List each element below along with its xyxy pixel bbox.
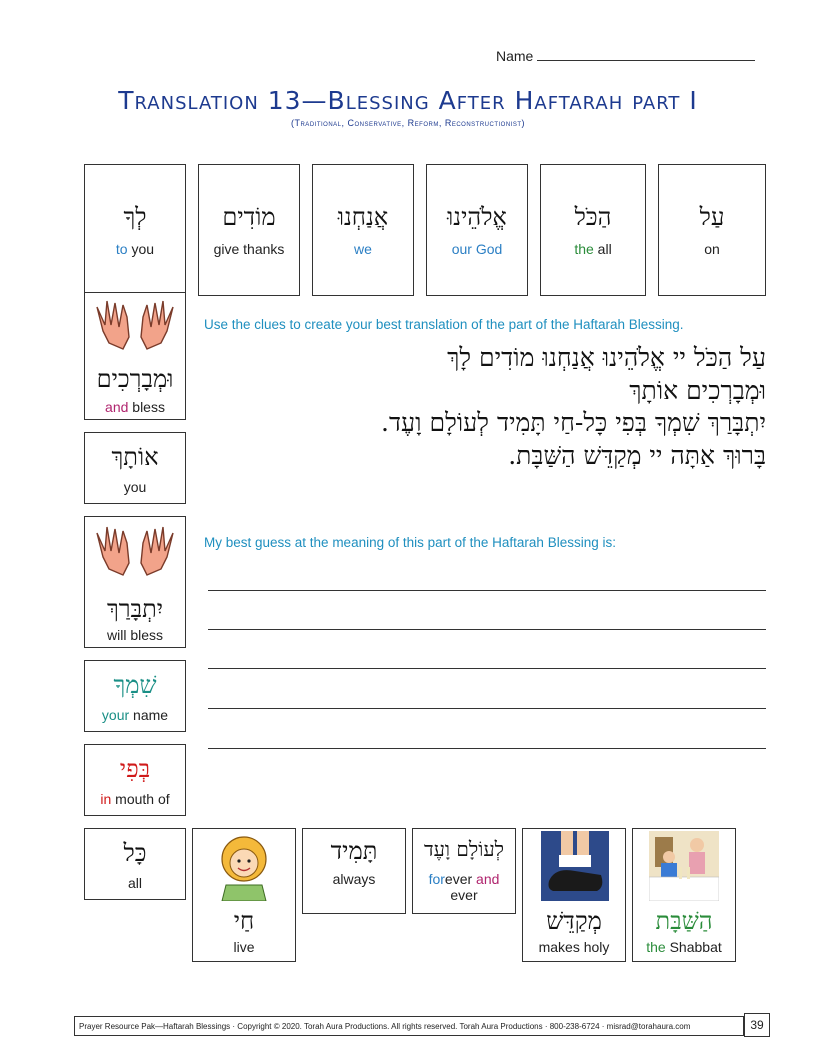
translation: makes holy xyxy=(538,939,610,955)
writing-line[interactable] xyxy=(208,748,766,749)
raised-hands-icon xyxy=(89,523,181,587)
writing-line[interactable] xyxy=(208,629,766,630)
translation: to you xyxy=(115,241,155,257)
hebrew-word: חַי xyxy=(233,907,255,935)
name-label: Name xyxy=(496,48,534,64)
hebrew-word: תָּמִיד xyxy=(330,837,378,865)
word-card-lekha xyxy=(84,164,186,296)
writing-line[interactable] xyxy=(208,708,766,709)
hebrew-line: וּמְבָרְכִים אוֹתָךְ xyxy=(629,375,766,405)
translation: our God xyxy=(451,241,503,257)
shoes-photo-icon xyxy=(541,831,609,901)
hebrew-word: בְּפִי xyxy=(119,755,151,783)
word-card-hashabbat xyxy=(632,828,736,962)
shabbat-table-icon xyxy=(649,831,719,901)
hebrew-line: בָּרוּךְ אַתָּה יי מְקַדֵּשׁ הַשַּׁבָּת. xyxy=(508,440,766,470)
translation: and bless xyxy=(105,399,165,415)
word-card-mekadesh xyxy=(522,828,626,962)
translation: in mouth of xyxy=(100,791,170,807)
word-card-chai xyxy=(192,828,296,962)
translation: forever and ever xyxy=(428,871,500,904)
name-line[interactable] xyxy=(537,48,755,61)
hebrew-word: וּמְבָרְכִים xyxy=(96,365,174,393)
translation: give thanks xyxy=(213,241,285,257)
word-card-eloheinu xyxy=(426,164,528,296)
page-subtitle: (Traditional, Conservative, Reform, Reconstructionist) xyxy=(290,118,525,128)
word-card-leolam-vaed xyxy=(412,828,516,914)
word-card-anachnu xyxy=(312,164,414,296)
word-card-hakol xyxy=(540,164,646,296)
hebrew-line: יִתְבָּרַךְ שִׁמְךָ בְּפִי כָּל-חַי תָּמִיד לְעוֹלָם וָעֶד. xyxy=(381,408,766,437)
hebrew-word: הַכֹּל xyxy=(574,203,612,231)
translation: your name xyxy=(101,707,169,723)
word-card-shimkha xyxy=(84,660,186,732)
word-card-umevarchim xyxy=(84,292,186,420)
translation: live xyxy=(233,939,255,955)
hebrew-word: אֱלֹהֵינוּ xyxy=(447,203,507,231)
guess-label: My best guess at the meaning of this part of the Haftarah Blessing is: xyxy=(204,535,616,550)
translation: on xyxy=(704,241,720,257)
writing-line[interactable] xyxy=(208,668,766,669)
hebrew-word: מְקַדֵּשׁ xyxy=(546,907,602,935)
translation: will bless xyxy=(106,627,163,643)
page-title: Translation 13—Blessing After Haftarah part I xyxy=(118,86,698,115)
translation: the all xyxy=(574,241,612,257)
writing-line[interactable] xyxy=(208,590,766,591)
hebrew-word: עַל xyxy=(699,203,725,231)
raised-hands-icon xyxy=(89,297,181,361)
hebrew-word: לְעוֹלָם וָעֶד xyxy=(423,837,505,861)
page-number: 39 xyxy=(744,1013,770,1037)
copyright-footer: Prayer Resource Pak—Haftarah Blessings · Copyright © 2020. Torah Aura Productions. All rights reserved. Torah Aura Productions · 800-238-6724 · misrad@torahaura.com xyxy=(74,1016,744,1036)
instructions: Use the clues to create your best translation of the part of the Haftarah Blessing. xyxy=(204,317,684,332)
word-card-al xyxy=(658,164,766,296)
hebrew-word: הַשַּׁבָּת xyxy=(655,907,713,935)
hebrew-word: שִׁמְךָ xyxy=(113,671,157,699)
word-card-befi xyxy=(84,744,186,816)
translation: we xyxy=(354,241,372,257)
hebrew-word: יִתְבָּרַךְ xyxy=(106,595,164,623)
name-field[interactable] xyxy=(496,48,755,64)
hebrew-word: כָּל xyxy=(123,839,147,867)
hebrew-word: לְךָ xyxy=(123,203,147,231)
hebrew-word: מוֹדִים xyxy=(222,203,276,231)
translation: you xyxy=(123,479,147,495)
translation: all xyxy=(127,875,142,891)
hebrew-line: עַל הַכֹּל יי אֱלֹהֵינוּ אֲנַחְנוּ מוֹדִים לָךְ xyxy=(447,343,766,372)
word-card-kol xyxy=(84,828,186,900)
hebrew-word: אוֹתָךְ xyxy=(111,443,159,471)
child-girl-icon xyxy=(212,833,276,901)
translation: always xyxy=(332,871,376,887)
word-card-otakh xyxy=(84,432,186,504)
word-card-yitbarakh xyxy=(84,516,186,648)
hebrew-word: אֲנַחְנוּ xyxy=(337,203,389,231)
translation: the Shabbat xyxy=(646,939,722,955)
word-card-modim xyxy=(198,164,300,296)
hebrew-passage xyxy=(200,342,766,472)
word-card-tamid xyxy=(302,828,406,914)
